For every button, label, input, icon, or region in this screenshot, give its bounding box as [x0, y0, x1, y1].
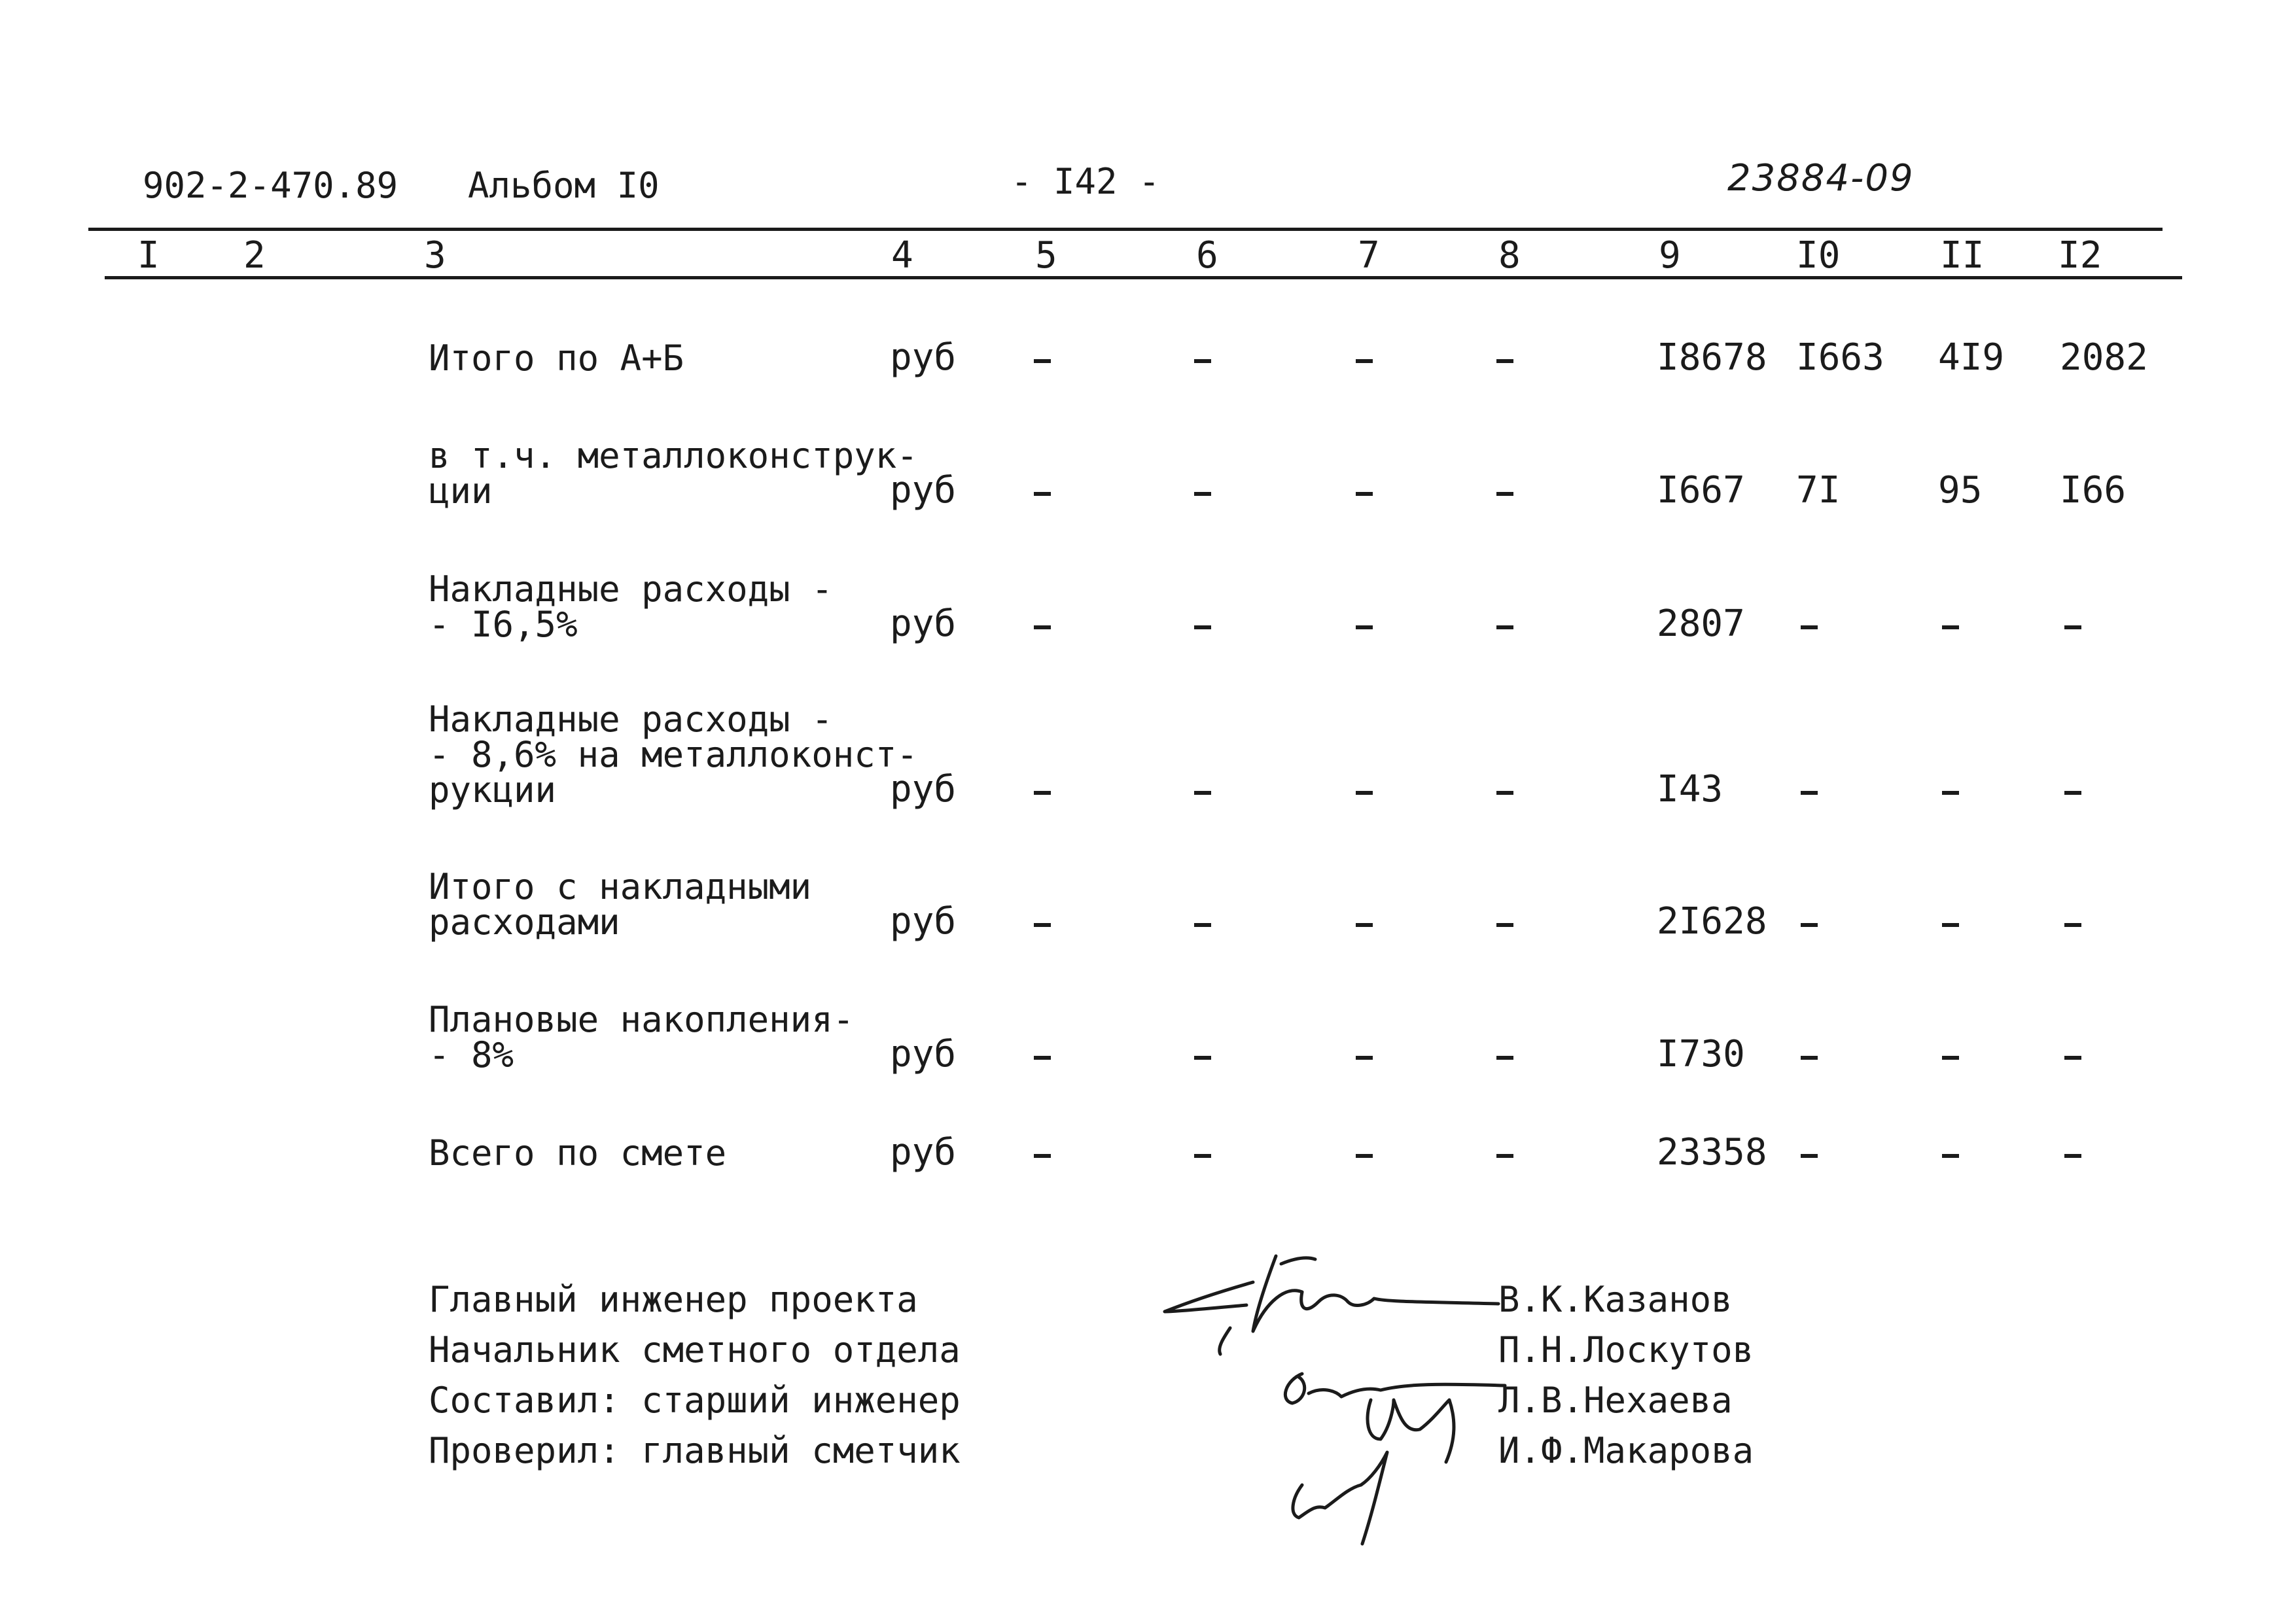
- row-unit: руб: [890, 1131, 957, 1174]
- column-number-8: 8: [1498, 234, 1521, 277]
- row-value-col-9: I8678: [1657, 336, 1767, 379]
- signature-role-4: Проверил: главный сметчик: [429, 1430, 961, 1471]
- column-number-1: I: [137, 234, 160, 277]
- column-number-10: I0: [1796, 234, 1841, 277]
- row-description: в т.ч. металлоконструк- ции: [429, 435, 918, 512]
- signature-name-2: П.Н.Лоскутов: [1498, 1329, 1754, 1370]
- signature-role-2: Начальник сметного отдела: [429, 1329, 961, 1370]
- row-value-col-11: 4I9: [1938, 336, 2005, 379]
- column-number-9: 9: [1659, 234, 1681, 277]
- row-value-col-10: I663: [1796, 336, 1884, 379]
- signature-stroke: [1253, 1256, 1498, 1331]
- inventory-number: 23884-09: [1727, 157, 1915, 200]
- row-description: Накладные расходы - - 8,6% на металлоконст- рукции: [429, 699, 918, 811]
- row-value-col-9: I43: [1657, 768, 1723, 811]
- page-number: - I42 -: [1011, 161, 1160, 202]
- column-number-11: II: [1940, 234, 1985, 277]
- column-number-3: 3: [424, 234, 446, 277]
- row-value-col-12: I66: [2060, 469, 2127, 512]
- row-value-col-9: 23358: [1657, 1131, 1767, 1174]
- column-number-5: 5: [1035, 234, 1057, 277]
- signature-role-1: Главный инженер проекта: [429, 1279, 918, 1320]
- row-description: Итого с накладными расходами: [429, 866, 812, 943]
- signature-stroke: [1165, 1282, 1253, 1312]
- column-number-12: I2: [2058, 234, 2102, 277]
- column-number-6: 6: [1196, 234, 1218, 277]
- signature-stroke: [1220, 1328, 1230, 1354]
- signature-name-1: В.К.Казанов: [1498, 1279, 1733, 1320]
- signature-name-3: Л.В.Нехаева: [1498, 1380, 1733, 1421]
- row-value-col-12: 2082: [2060, 336, 2148, 379]
- row-unit: руб: [890, 336, 957, 379]
- row-value-col-9: I667: [1657, 469, 1745, 512]
- signature-role-3: Составил: старший инженер: [429, 1380, 961, 1421]
- row-value-col-11: 95: [1938, 469, 1983, 512]
- row-value-col-9: 2807: [1657, 602, 1745, 645]
- row-unit: руб: [890, 768, 957, 811]
- album-label: Альбом I0: [468, 165, 660, 206]
- column-number-2: 2: [243, 234, 266, 277]
- column-number-4: 4: [891, 234, 913, 277]
- signature-stroke: [1285, 1374, 1505, 1403]
- signature-stroke: [1281, 1258, 1315, 1264]
- row-unit: руб: [890, 1033, 957, 1075]
- row-value-col-10: 7I: [1796, 469, 1841, 512]
- row-description: Накладные расходы - - I6,5%: [429, 568, 833, 645]
- signature-stroke: [1368, 1400, 1454, 1462]
- row-description: Итого по А+Б: [429, 338, 684, 379]
- row-description: Всего по смете: [429, 1132, 727, 1174]
- document-code: 902-2-470.89: [143, 165, 398, 206]
- row-unit: руб: [890, 900, 957, 943]
- row-unit: руб: [890, 469, 957, 512]
- row-unit: руб: [890, 602, 957, 645]
- row-value-col-9: I730: [1657, 1033, 1745, 1075]
- column-number-7: 7: [1358, 234, 1380, 277]
- signature-name-4: И.Ф.Макарова: [1498, 1430, 1754, 1471]
- row-description: Плановые накопления- - 8%: [429, 999, 855, 1075]
- signature-stroke: [1293, 1452, 1387, 1544]
- row-value-col-9: 2I628: [1657, 900, 1767, 943]
